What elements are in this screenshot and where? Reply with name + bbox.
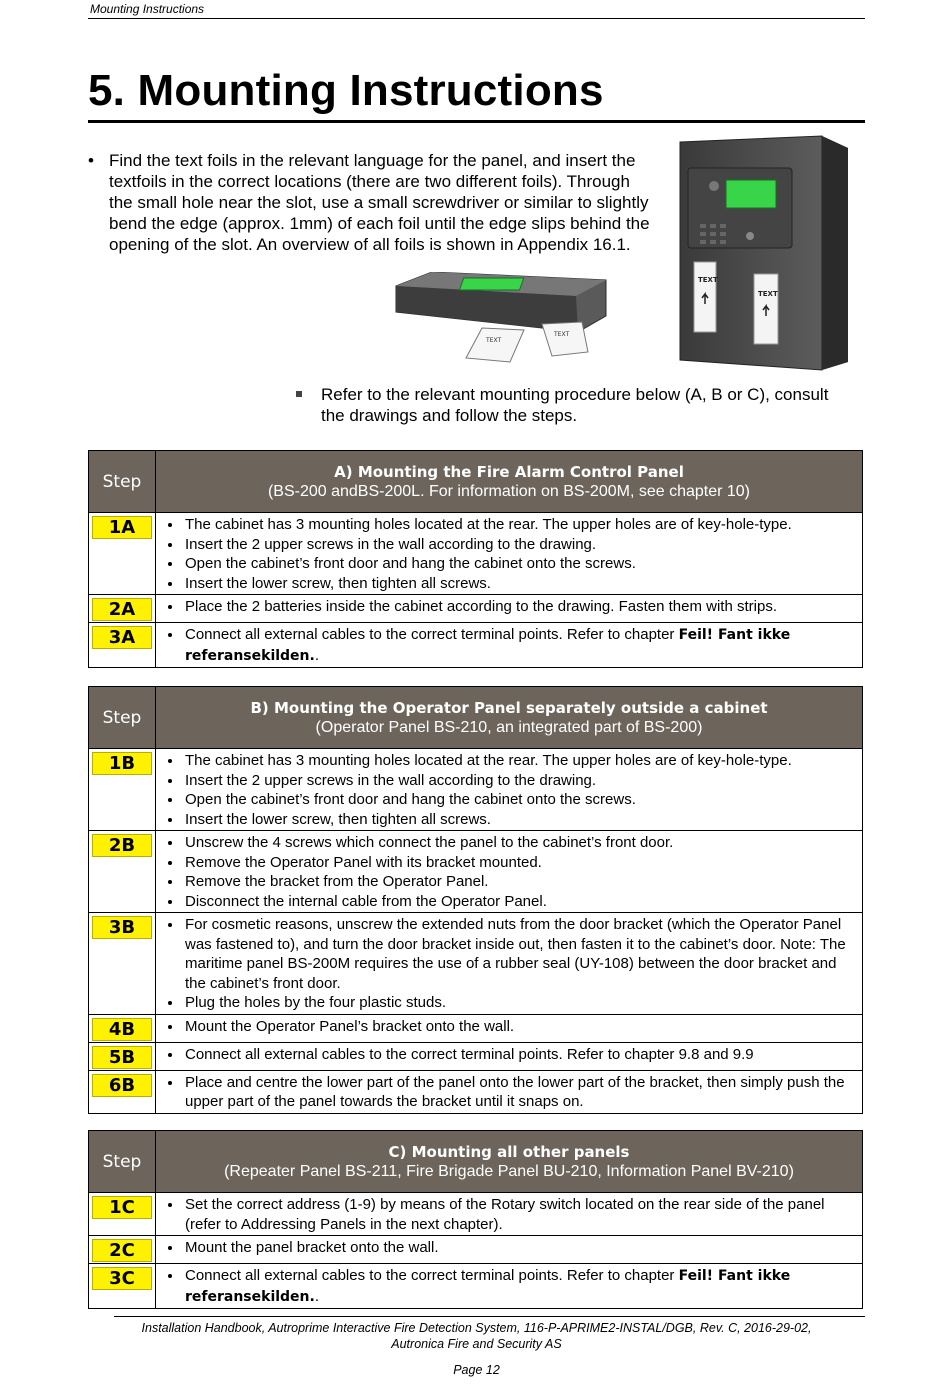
table-row (89, 1236, 863, 1264)
procedure-note-text: Refer to the relevant mounting procedure below (A, B or C), consult the drawings and follow the steps. (321, 385, 829, 425)
step-item (183, 1266, 856, 1307)
page-number: Page 12 (453, 1363, 500, 1377)
step-item: • Place and centre the lower part of the panel onto the lower part of the bracket, then simply push the upper part of the panel towards the bracket until it snaps on. (183, 1073, 856, 1112)
foil-label-left: TEXT (698, 276, 718, 284)
step-label: 3C (92, 1267, 152, 1290)
step-item: • Set the correct address (1-9) by means of the Rotary switch located on the rear side of the panel (refer to Addressing Panels in the next chapter). (183, 1195, 856, 1234)
step-item: • Disconnect the internal cable from the Operator Panel. (183, 892, 856, 912)
step-item: • Remove the bracket from the Operator Panel. (183, 872, 856, 892)
step-header: Step (89, 1131, 156, 1193)
table-c-header (156, 1131, 863, 1193)
foil-label-op-right: TEXT (554, 331, 570, 338)
step-item-tail: . (314, 1287, 320, 1305)
step-item: • Open the cabinet’s front door and hang the cabinet onto the screws. (183, 790, 856, 810)
step-label: 1A (92, 516, 152, 539)
footer (88, 1320, 865, 1352)
control-panel-cabinet-image (672, 134, 850, 372)
table-b-title: B) Mounting the Operator Panel separately outside a cabinet (250, 699, 768, 717)
step-label: 1B (92, 752, 152, 775)
title-rule (88, 120, 865, 123)
step-label: 5B (92, 1046, 152, 1069)
step-header: Step (89, 687, 156, 749)
step-item: • Place the 2 batteries inside the cabinet according to the drawing. Fasten them with strips. (183, 597, 856, 617)
step-item: • Insert the lower screw, then tighten all screws. (183, 810, 856, 830)
step-item-text: Connect all external cables to the correct terminal points. Refer to chapter (185, 626, 679, 643)
step-label: 6B (92, 1074, 152, 1097)
table-a-header (156, 451, 863, 513)
step-item: • Insert the 2 upper screws in the wall according to the drawing. (183, 535, 856, 555)
table-row (89, 831, 863, 913)
table-c (88, 1130, 863, 1309)
step-label: 2B (92, 834, 152, 857)
table-a-subtitle: (BS-200 andBS-200L. For information on BS-200M, see chapter 10) (267, 483, 751, 500)
intro-bullet: • (88, 151, 94, 170)
intro-text: Find the text foils in the relevant language for the panel, and insert the textfoils in the correct locations (there are two different foils). Through the small hole near the slot, use a small screwdriver or similar to slightly bend the edge (approx. 1mm) of each foil until the edge slips behind the opening of the slot. An overview of all foils is shown in Appendix 16.1. (109, 151, 650, 254)
step-item: • Remove the Operator Panel with its bracket mounted. (183, 853, 856, 873)
step-label: 2A (92, 598, 152, 621)
step-header: Step (89, 451, 156, 513)
step-item: • Mount the Operator Panel’s bracket onto the wall. (183, 1017, 856, 1037)
table-row (89, 749, 863, 831)
step-item: • Connect all external cables to the correct terminal points. Refer to chapter 9.8 and 9.9 (183, 1045, 856, 1065)
table-row (89, 913, 863, 1015)
step-item-text: Connect all external cables to the correct terminal points. Refer to chapter (185, 1267, 679, 1284)
table-row (89, 623, 863, 668)
table-b (88, 686, 863, 1114)
table-a-title: A) Mounting the Fire Alarm Control Panel (334, 463, 684, 481)
procedure-note (296, 384, 836, 426)
table-row (89, 1042, 863, 1070)
step-item: • Plug the holes by the four plastic studs. (183, 993, 856, 1013)
footer-line-2: Autronica Fire and Security AS (391, 1337, 562, 1351)
step-item: • Insert the 2 upper screws in the wall according to the drawing. (183, 771, 856, 791)
operator-panel-image (392, 272, 620, 376)
table-row (89, 1193, 863, 1236)
step-label: 2C (92, 1239, 152, 1262)
footer-rule (114, 1316, 865, 1317)
footer-line-1: Installation Handbook, Autroprime Interactive Fire Detection System, 116-P-APRIME2-INSTAL/DGB, Rev. C, 2016-29-02, (141, 1321, 812, 1335)
step-label: 3B (92, 916, 152, 939)
table-b-subtitle: (Operator Panel BS-210, an integrated part of BS-200) (315, 719, 703, 736)
table-c-title: C) Mounting all other panels (388, 1143, 630, 1161)
broken-reference[interactable]: Feil! Fant ikke referansekilden. (185, 1268, 791, 1305)
table-row (89, 513, 863, 595)
step-item-tail: . (314, 646, 320, 664)
table-c-subtitle: (Repeater Panel BS-211, Fire Brigade Panel BU-210, Information Panel BV-210) (224, 1163, 794, 1180)
table-row (89, 595, 863, 623)
square-bullet-icon (296, 391, 302, 397)
step-item (183, 625, 856, 666)
table-a (88, 450, 863, 668)
table-b-header (156, 687, 863, 749)
step-item: • The cabinet has 3 mounting holes located at the rear. The upper holes are of key-hole-type. (183, 751, 856, 771)
step-label: 1C (92, 1196, 152, 1219)
foil-label-op-left: TEXT (486, 337, 502, 344)
table-row (89, 1014, 863, 1042)
foil-label-right: TEXT (758, 290, 778, 298)
header-rule (88, 18, 865, 19)
table-row (89, 1070, 863, 1113)
step-item: • Open the cabinet’s front door and hang the cabinet onto the screws. (183, 554, 856, 574)
step-item: • Mount the panel bracket onto the wall. (183, 1238, 856, 1258)
table-row (89, 1264, 863, 1309)
step-label: 3A (92, 626, 152, 649)
step-item: • Insert the lower screw, then tighten all screws. (183, 574, 856, 594)
page-title: 5. Mounting Instructions (88, 66, 604, 115)
running-header: Mounting Instructions (90, 2, 205, 16)
step-item: • The cabinet has 3 mounting holes located at the rear. The upper holes are of key-hole-type. (183, 515, 856, 535)
step-item: • Unscrew the 4 screws which connect the panel to the cabinet’s front door. (183, 833, 856, 853)
step-item: • For cosmetic reasons, unscrew the extended nuts from the door bracket (which the Operator Panel was fastened to), and turn the door bracket inside out, then fasten it to the cabinet’s door. Note: The maritime panel BS-200M requires the use of a rubber seal (UY-108) between the door bracket and the cabinet’s front door. (183, 915, 856, 993)
step-label: 4B (92, 1018, 152, 1041)
intro-paragraph (88, 150, 658, 255)
broken-reference[interactable]: Feil! Fant ikke referansekilden. (185, 627, 791, 664)
